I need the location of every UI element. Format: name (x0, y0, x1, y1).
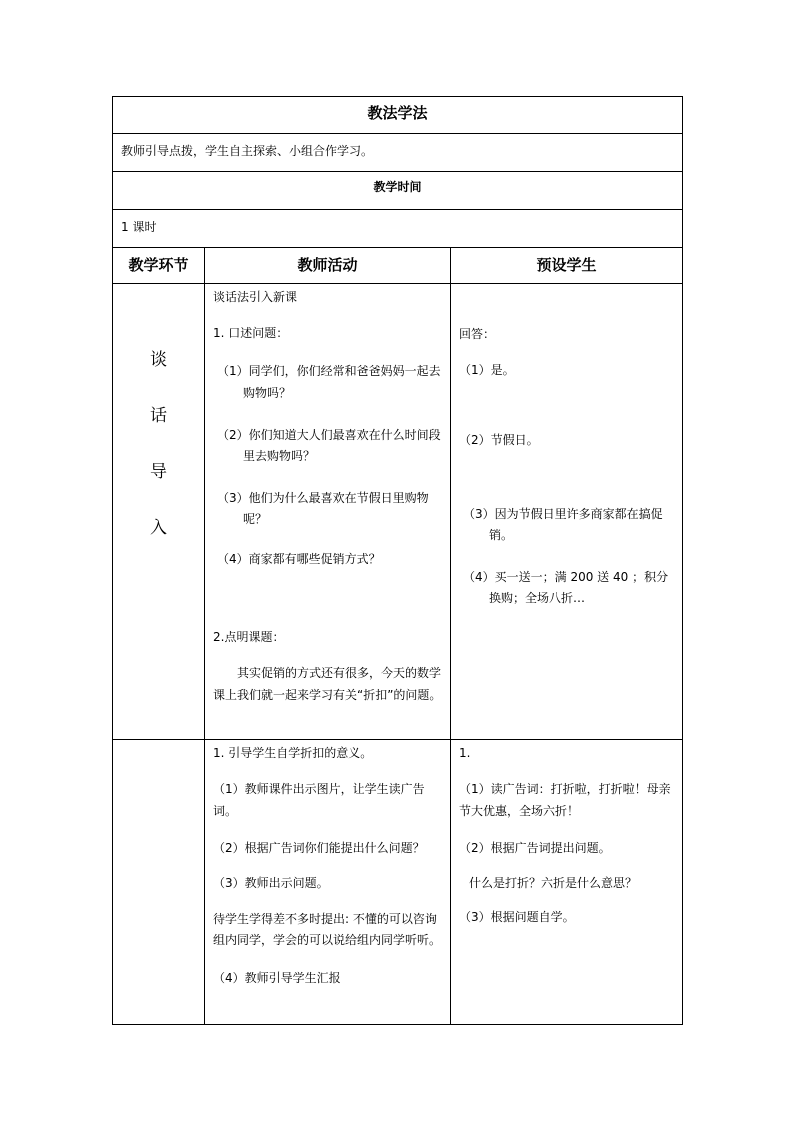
student-response-cell-1 (451, 284, 683, 740)
student-text: （2）根据广告词提出问题。 (459, 841, 611, 856)
teaching-method-title: 教法学法 (367, 104, 428, 122)
teaching-time-title: 教学时间 (373, 180, 422, 194)
teaching-time-content-cell (113, 210, 683, 248)
teacher-question: （2）你们知道大人们最喜欢在什么时间段里去购物吗？ (217, 427, 441, 464)
stage-char: 话 (150, 405, 167, 426)
stage-column-header: 教学环节 (113, 248, 205, 284)
student-text: （3）根据问题自学。 (459, 909, 575, 924)
student-response-cell-2 (451, 740, 683, 1025)
student-answer: （1）是。 (459, 363, 515, 378)
teacher-text: 其实促销的方式还有很多，今天的数学课上我们就一起来学习有关“折扣”的问题。 (213, 666, 442, 702)
teacher-text: （4）教师引导学生汇报 (213, 970, 341, 985)
student-text: 1. (459, 746, 471, 760)
teacher-text: 1. 口述问题： (213, 326, 289, 341)
teacher-question: （3）他们为什么最喜欢在节假日里购物呢？ (217, 490, 429, 527)
teaching-method-title-cell (113, 97, 683, 134)
lesson-plan-table (112, 96, 683, 1025)
teacher-text: （3）教师出示问题。 (213, 875, 329, 890)
student-answer: （3）因为节假日里许多商家都在搞促销。 (463, 506, 663, 543)
stage-char: 导 (150, 461, 167, 482)
teaching-time-title-cell (113, 172, 683, 210)
teaching-method-content-cell (113, 134, 683, 172)
teacher-activity-cell-2 (205, 740, 451, 1025)
teacher-text: （1）教师课件出示图片，让学生读广告词。 (213, 782, 425, 818)
stage-char: 入 (150, 517, 167, 538)
student-answer: （4）买一送一；满 200 送 40 ；积分换购；全场八折… (463, 569, 669, 606)
teacher-question: （4）商家都有哪些促销方式？ (217, 551, 381, 566)
stage-char: 谈 (150, 350, 167, 370)
teacher-text: 2.点明课题： (213, 630, 285, 645)
teacher-question: （1）同学们，你们经常和爸爸妈妈一起去购物吗？ (217, 364, 441, 400)
lesson-plan-document (112, 96, 682, 1025)
teacher-text: 1. 引导学生自学折扣的意义。 (213, 746, 373, 760)
teacher-text: （2）根据广告词你们能提出什么问题？ (213, 841, 425, 856)
teacher-column-header: 教师活动 (205, 248, 451, 284)
student-column-header: 预设学生 (451, 248, 683, 284)
teacher-text: 谈话法引入新课 (213, 290, 298, 304)
stage-cell-empty (113, 740, 205, 1025)
student-text: （1）读广告词：打折啦，打折啦！母亲节大优惠，全场六折！ (459, 782, 671, 818)
teacher-activity-cell-1 (205, 284, 451, 740)
student-text: 回答： (459, 327, 496, 341)
student-text: 什么是打折？六折是什么意思？ (469, 875, 638, 890)
teacher-text: 待学生学得差不多时提出: 不懂的可以咨询组内同学，学会的可以说给组内同学听听。 (213, 911, 442, 948)
student-answer: （2）节假日。 (459, 433, 539, 448)
teaching-method-text: 教师引导点拨，学生自主探索、小组合作学习。 (121, 144, 374, 158)
teaching-time-text: 1 课时 (121, 220, 157, 234)
stage-cell-intro (113, 284, 205, 740)
